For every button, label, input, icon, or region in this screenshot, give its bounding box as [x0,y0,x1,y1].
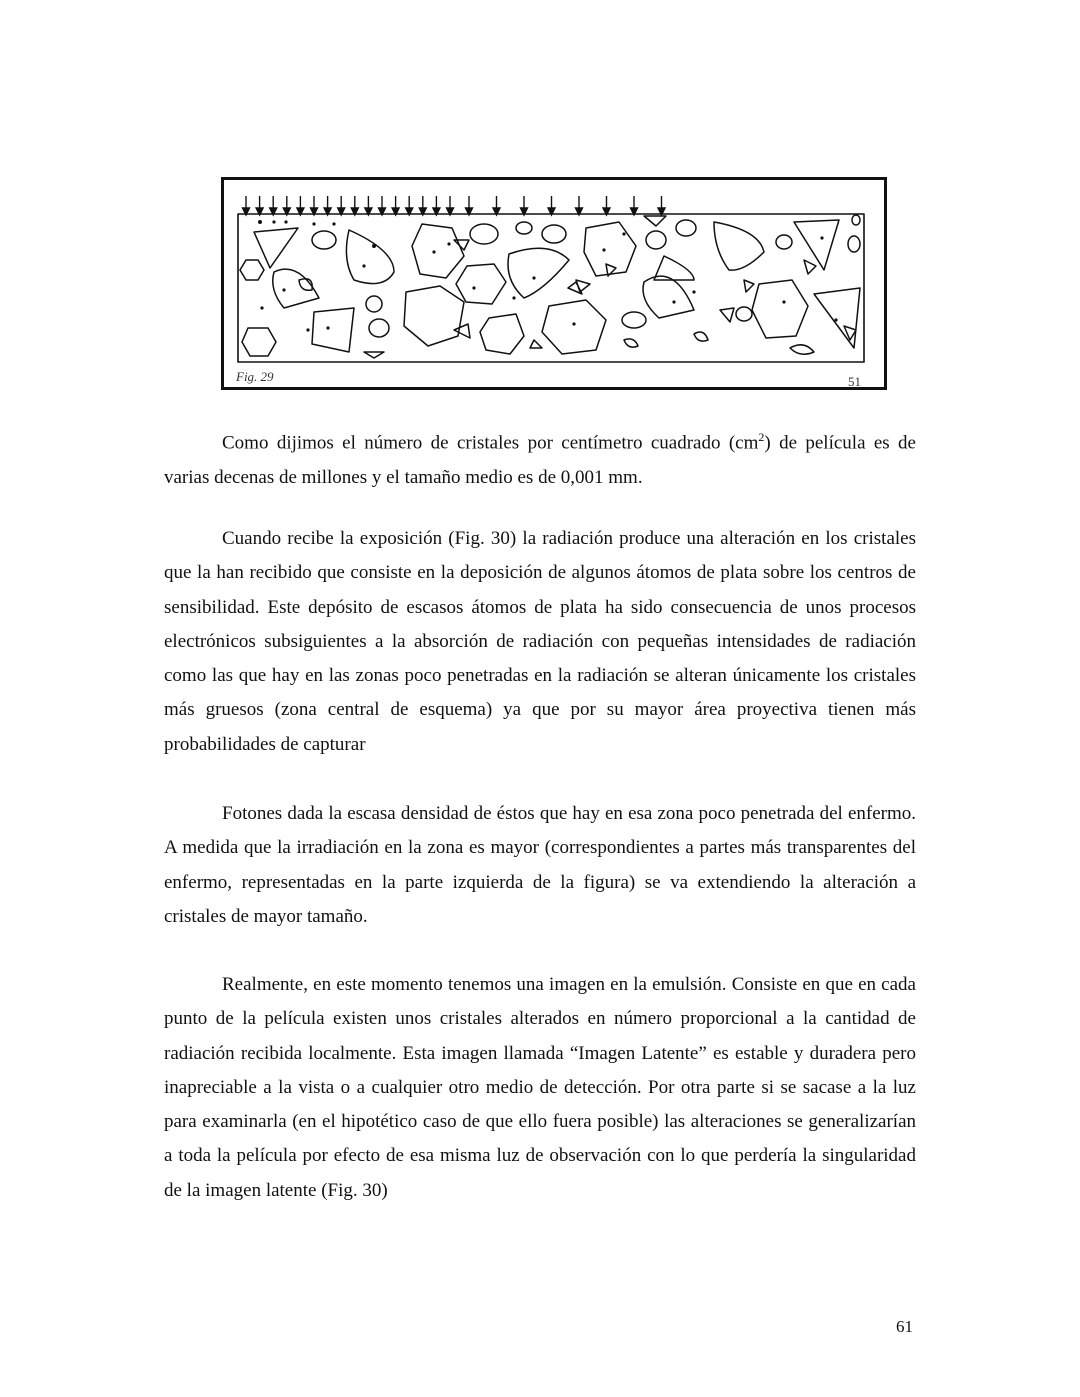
paragraph-2-text: Cuando recibe la exposición (Fig. 30) la radiación produce una alteración en los cristales que la han recibido que consiste en la deposición de algunos átomos de plata sobre los centros de sensibilidad. Este depósito de escasos átomos de plata ha sido consecuencia de unos procesos electrónicos subsiguientes a la absorción de radiación con pequeñas intensidades de radiación como las que hay en las zonas poco penetradas en la radiación se alteran únicamente los cristales más gruesos (zona central de esquema) ya que por su mayor área proyectiva tienen más probabilidades de capturar [164,528,916,755]
paragraph-1 [164,420,916,495]
emulsion-crystals-illustration [224,180,884,387]
page-number: 61 [896,1317,913,1336]
superscript-2: 2 [758,430,765,444]
paragraph-4-text: Realmente, en este momento tenemos una imagen en la emulsión. Consiste en que en cada punto de la película existen unos cristales alterados en número proporcional a la cantidad de radiación recibida localmente. Esta imagen llamada “Imagen Latente” es estable y duradera pero inapreciable a la vista o a cualquier otro medio de detección. Por otra parte si se sacase a la luz para examinarla (en el hipotético caso de que ello fuera posible) las alteraciones se generalizarían a toda la película por efecto de esa misma luz de observación con lo que perdería la singularidad de la imagen latente (Fig. 30) [164,974,916,1201]
figure-corner-number: 51 [848,374,861,387]
figure-label: Fig. 29 [236,369,274,384]
paragraph-3 [164,797,916,934]
paragraph-1-text-end: ) de película es de varias decenas de millones y el tamaño medio es de 0,001 mm. [164,432,916,488]
paragraph-4 [164,968,916,1208]
paragraph-1-text: Como dijimos el número de cristales por centímetro cuadrado (cm [222,432,759,454]
figure-crystal-emulsion-diagram [221,177,887,390]
paragraph-3-text: Fotones dada la escasa densidad de éstos que hay en esa zona poco penetrada del enfermo. A medida que la irradiación en la zona es mayor (correspondientes a partes más transparentes del enfermo, representadas en la parte izquierda de la figura) se va extendiendo la alteración a cristales de mayor tamaño. [164,803,916,927]
paragraph-2 [164,522,916,762]
